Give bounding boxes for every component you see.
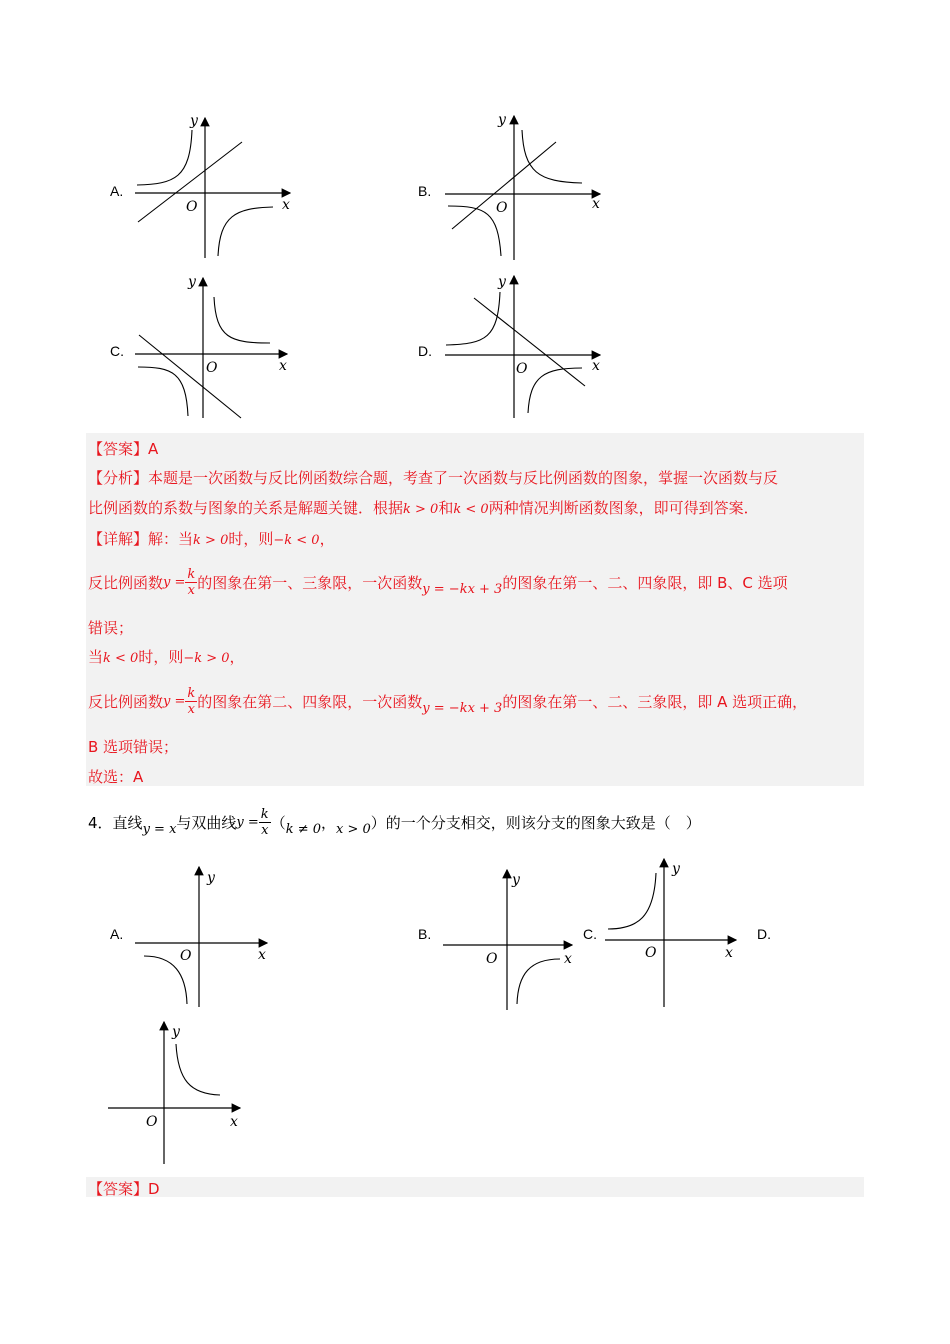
analysis-line-2 <box>88 497 759 518</box>
q4-answer-line <box>88 1178 160 1199</box>
q4-option-a-label: A. <box>110 926 124 942</box>
graph-option-b <box>440 108 610 268</box>
hyperbola-branch <box>214 297 270 343</box>
x-label: x <box>282 197 290 213</box>
detail-line-3 <box>88 617 133 638</box>
math-expr: y = <box>163 693 186 709</box>
question-text: ）的一个分支相交，则该分支的图象大致是（ ） <box>370 813 701 832</box>
frac-num: k <box>260 806 269 822</box>
math-expr: y = <box>236 814 259 830</box>
math-expr: k < 0 <box>103 651 139 666</box>
option-d-label: D. <box>418 343 432 359</box>
hyperbola-branch <box>522 130 582 183</box>
frac-num: k <box>187 685 196 701</box>
analysis-text: 和 <box>438 499 454 517</box>
detail-line-5 <box>88 677 807 725</box>
detail-text: 当 <box>88 648 104 666</box>
graph-option-c <box>130 270 300 425</box>
detail-text: 解：当 <box>148 530 194 548</box>
hyperbola-branch <box>138 367 188 416</box>
y-label: y <box>672 861 680 877</box>
hyperbola-branch <box>448 206 501 256</box>
frac-den: x <box>259 822 271 838</box>
detail-text: 故选：A <box>88 768 144 786</box>
graph-option-d <box>440 270 610 425</box>
math-expr: k > 0 <box>403 502 439 517</box>
detail-text: 的图象在第二、四象限，一次函数 <box>197 692 423 711</box>
fraction-k-over-x <box>185 567 197 598</box>
graph-option-a <box>130 108 300 268</box>
answer-value: A <box>148 440 159 458</box>
math-expr: −k < 0 <box>273 533 320 548</box>
origin-label: O <box>180 948 192 964</box>
x-label: x <box>592 196 600 212</box>
hyperbola-branch <box>528 368 582 413</box>
analysis-tag: 【分析】 <box>88 469 149 487</box>
hyperbola-branch <box>176 1044 220 1095</box>
detail-line-2 <box>88 558 788 606</box>
detail-text: 反比例函数 <box>88 573 164 592</box>
q4-graph-option-b <box>440 862 580 1012</box>
detail-text: 反比例函数 <box>88 692 164 711</box>
question-text: 与双曲线 <box>176 813 237 832</box>
math-expr: x > 0 <box>336 821 371 837</box>
q4-answer-box <box>86 1177 864 1197</box>
detail-text: ， <box>319 530 335 548</box>
detail-text: 错误； <box>88 619 134 637</box>
y-label: y <box>190 113 198 129</box>
y-label: y <box>172 1024 180 1040</box>
origin-label: O <box>186 199 198 215</box>
origin-label: O <box>486 951 498 967</box>
q4-option-c-label: C. <box>583 926 597 942</box>
detail-text: 的图象在第一、三象限，一次函数 <box>197 573 423 592</box>
answer-value: D <box>148 1180 160 1198</box>
origin-label: O <box>146 1114 158 1130</box>
analysis-text: 本题是一次函数与反比例函数综合题，考查了一次函数与反比例函数的图象，掌握一次函数与反 <box>148 469 779 487</box>
origin-label: O <box>516 361 528 377</box>
question-text: （ <box>270 813 286 832</box>
answer-tag: 【答案】 <box>88 1180 149 1198</box>
math-expr: −k > 0 <box>183 651 230 666</box>
math-expr: y = −kx + 3 <box>422 700 503 716</box>
detail-line-6 <box>88 736 178 757</box>
question-text: ， <box>321 813 337 832</box>
q4-graph-option-d <box>104 1018 249 1168</box>
y-label: y <box>207 870 215 886</box>
answer-tag: 【答案】 <box>88 440 149 458</box>
analysis-text: 两种情况判断函数图象，即可得到答案． <box>488 499 759 517</box>
q4-graph-option-c <box>602 855 747 1010</box>
math-expr: k < 0 <box>453 502 489 517</box>
q4-option-d-label: D. <box>757 926 771 942</box>
frac-den: x <box>185 701 197 717</box>
fraction-k-over-x <box>259 807 271 838</box>
analysis-text: 比例函数的系数与图象的关系是解题关键．根据 <box>88 499 404 517</box>
origin-label: O <box>645 945 657 961</box>
detail-text: 的图象在第一、二、三象限，即 A 选项正确， <box>502 692 808 711</box>
math-expr: y = x <box>142 821 177 837</box>
question-text: 直线 <box>112 813 143 832</box>
origin-label: O <box>496 200 508 216</box>
question-number: 4． <box>88 813 113 832</box>
x-label: x <box>230 1114 238 1130</box>
y-label: y <box>498 274 506 290</box>
x-label: x <box>725 945 733 961</box>
fraction-k-over-x <box>185 686 197 717</box>
answer-line <box>88 438 158 459</box>
x-label: x <box>564 951 572 967</box>
math-expr: k > 0 <box>193 533 229 548</box>
detail-text: 的图象在第一、二、四象限，即 B、C 选项 <box>502 573 788 592</box>
hyperbola-branch <box>218 207 273 256</box>
frac-den: x <box>185 582 197 598</box>
detail-line-1 <box>88 528 335 549</box>
math-expr: k ≠ 0 <box>285 821 322 837</box>
x-label: x <box>279 358 287 374</box>
math-expr: y = −kx + 3 <box>422 581 503 597</box>
y-label: y <box>188 274 196 290</box>
detail-text: 时，则 <box>228 530 274 548</box>
straight-line <box>139 335 241 418</box>
hyperbola-branch <box>137 130 192 185</box>
option-c-label: C. <box>110 343 124 359</box>
detail-text: 时，则 <box>138 648 184 666</box>
q4-graph-option-a <box>130 862 280 1012</box>
analysis-line-1 <box>88 467 778 488</box>
question-4-stem <box>88 800 701 844</box>
y-label: y <box>512 872 520 888</box>
option-b-label: B. <box>418 183 432 199</box>
detail-text: B 选项错误； <box>88 738 179 756</box>
frac-num: k <box>187 566 196 582</box>
detail-text: ， <box>229 648 245 666</box>
x-label: x <box>258 947 266 963</box>
hyperbola-branch <box>446 292 500 345</box>
hyperbola-branch <box>517 959 560 1004</box>
q4-option-b-label: B. <box>418 926 432 942</box>
math-expr: y = <box>163 574 186 590</box>
hyperbola-branch <box>608 873 656 929</box>
straight-line <box>474 298 585 386</box>
x-label: x <box>592 358 600 374</box>
detail-line-7 <box>88 766 143 787</box>
y-label: y <box>498 112 506 128</box>
origin-label: O <box>206 360 218 376</box>
option-a-label: A. <box>110 183 124 199</box>
detail-line-4 <box>88 646 245 667</box>
detail-tag: 【详解】 <box>88 530 149 548</box>
